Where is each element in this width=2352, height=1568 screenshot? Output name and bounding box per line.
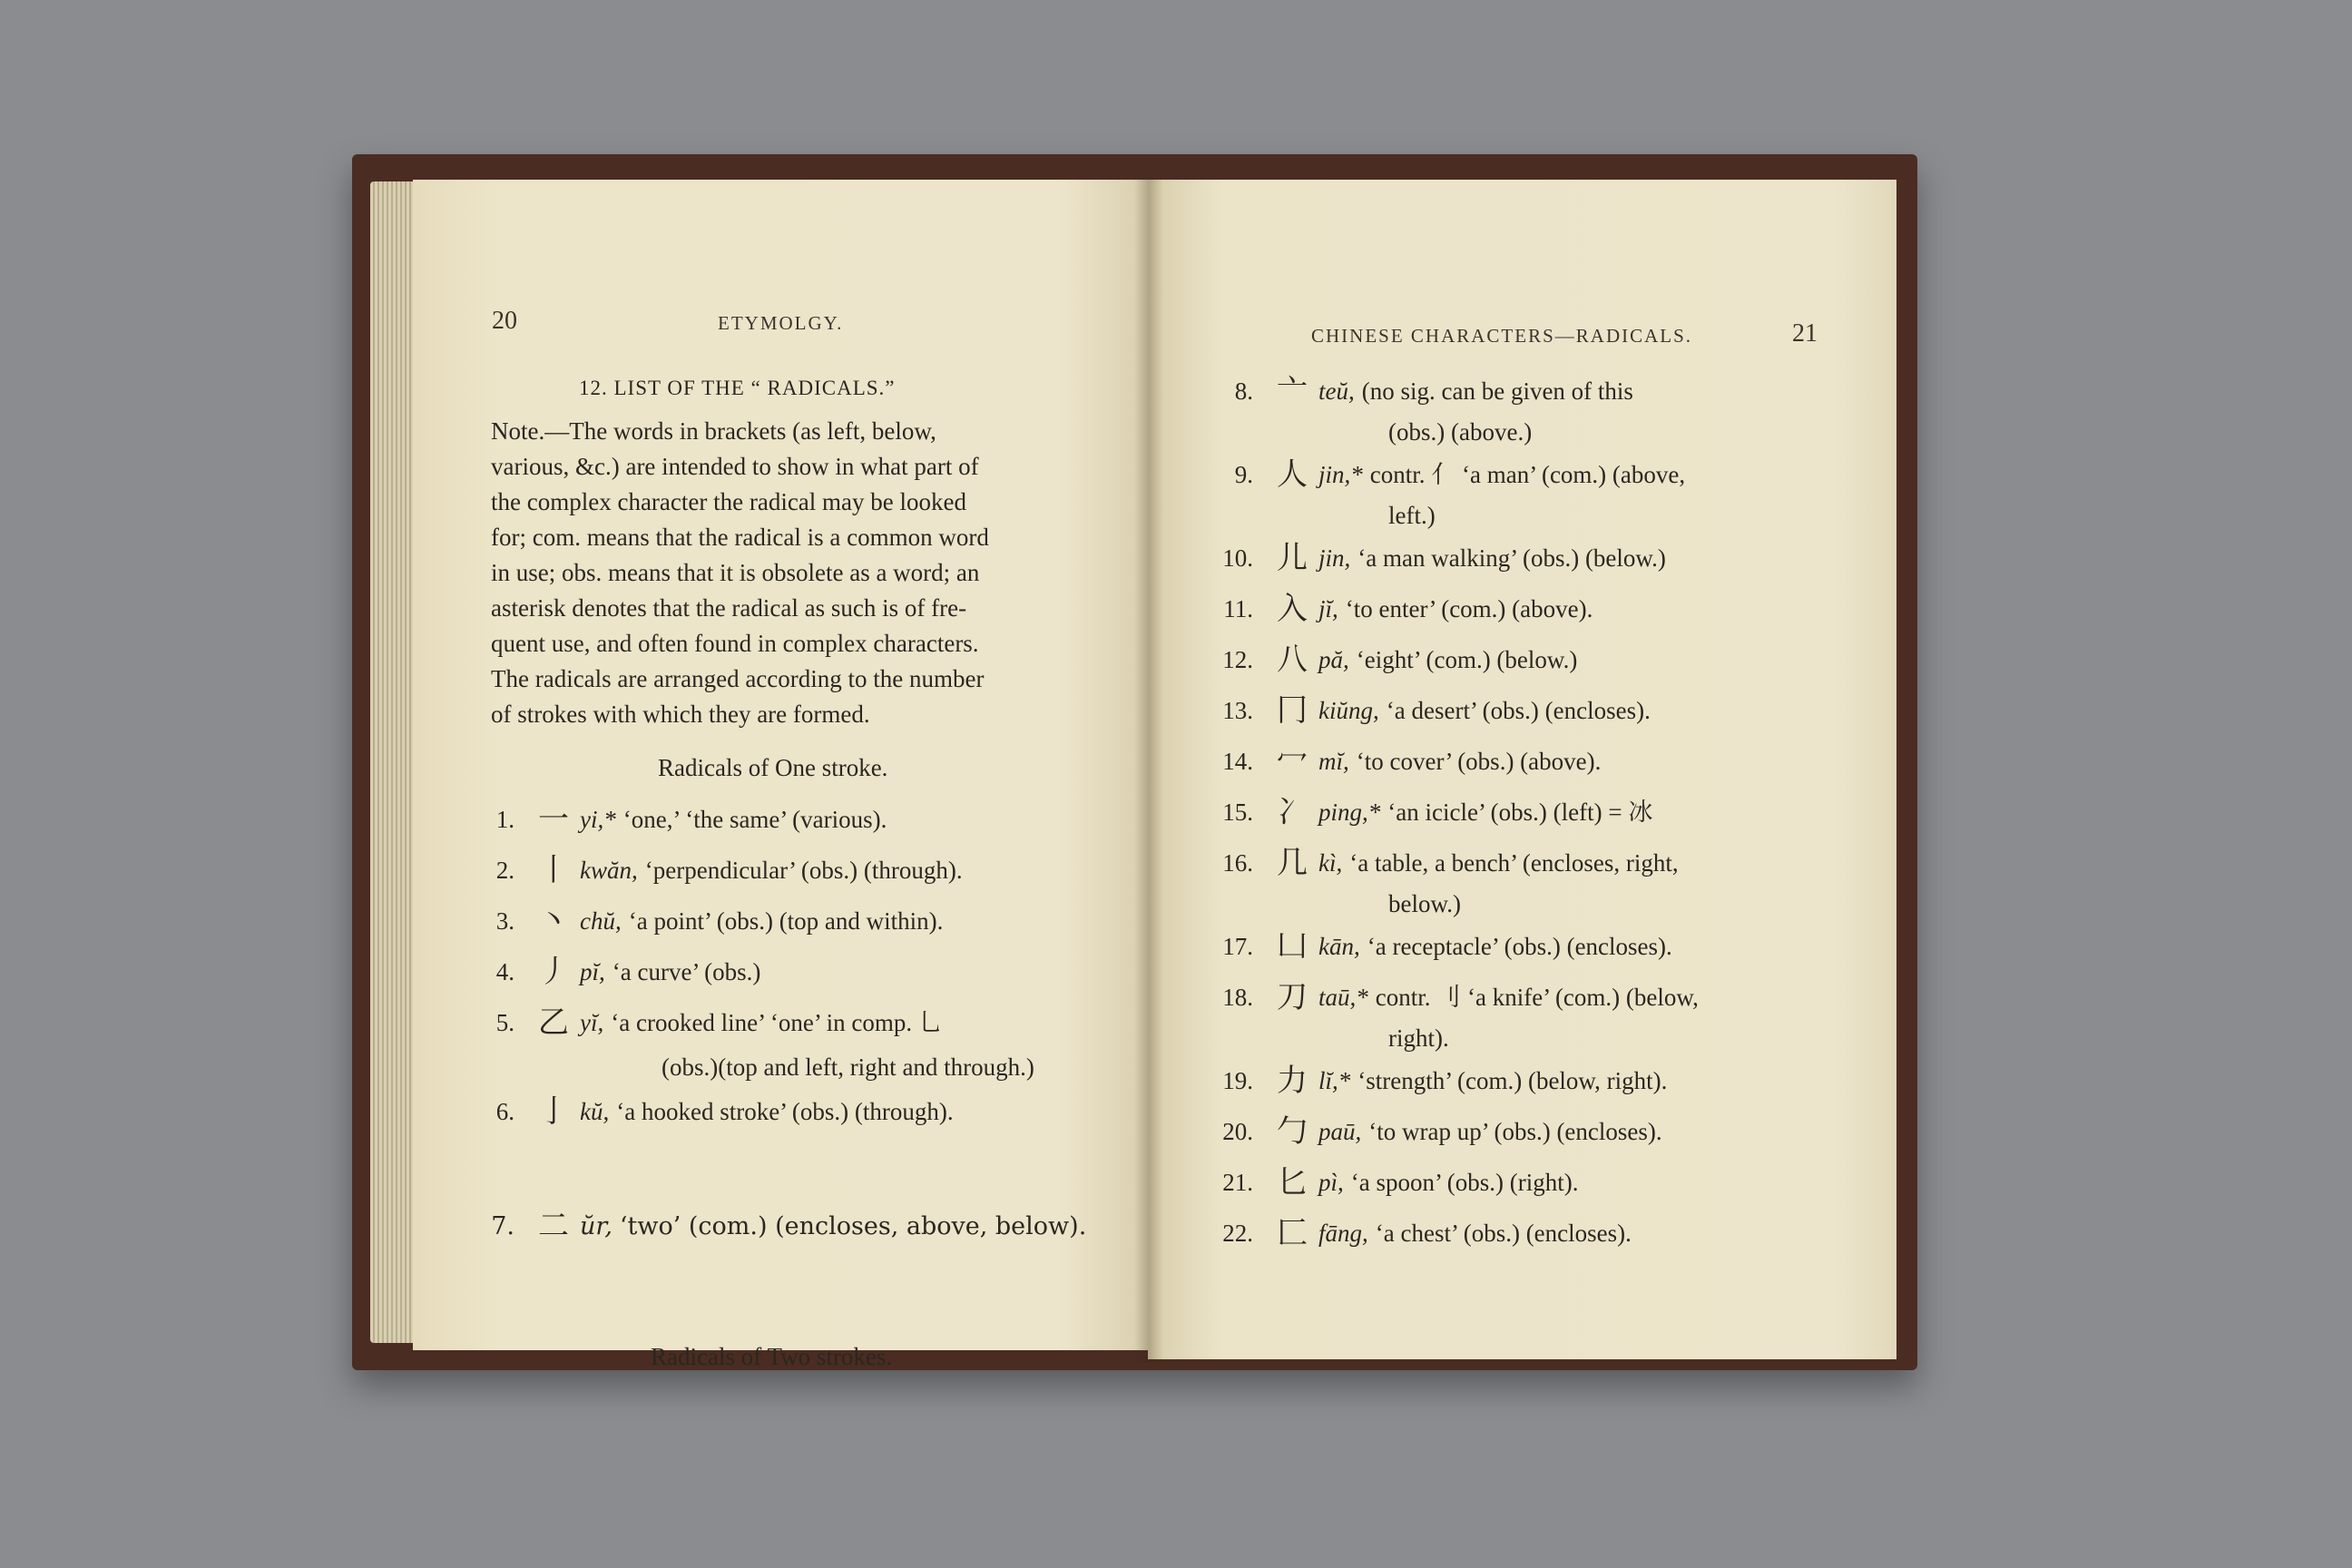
- radical-entry: [1202, 740, 1601, 782]
- entry-description: ‘a chest’ (obs.) (encloses).: [1375, 1220, 1632, 1247]
- book-gutter: [1134, 178, 1163, 1363]
- section-heading: 12. LIST OF THE “ RADICALS.”: [579, 377, 896, 399]
- note-line: the complex character the radical may be looked: [491, 488, 966, 515]
- radical-entry: [464, 951, 760, 993]
- running-head-right: CHINESE CHARACTERS—RADICALS.: [1311, 325, 1693, 347]
- entry-description: ‘strength’ (com.) (below, right).: [1357, 1067, 1668, 1094]
- radical-entry: [1202, 791, 1652, 833]
- radical-entry: [464, 1002, 943, 1044]
- radical-glyph: 冖: [1277, 743, 1308, 779]
- radical-glyph: 乙: [538, 1004, 569, 1041]
- entry-number: 21.: [1222, 1169, 1253, 1196]
- entry-continuation: below.): [1388, 890, 1461, 917]
- entry-description: (no sig. can be given of this: [1361, 377, 1633, 405]
- radical-entry: [1202, 842, 1679, 884]
- entry-description: ‘a desert’ (obs.) (encloses).: [1386, 697, 1651, 724]
- romanization: kwăn,: [580, 857, 638, 884]
- note-paragraph: [491, 414, 1081, 732]
- radical-entry: [1202, 454, 1685, 495]
- radical-entry: [1202, 976, 1699, 1018]
- entry-number: 5.: [495, 1009, 514, 1036]
- entry-number: 4.: [495, 958, 514, 985]
- entry-number: 10.: [1222, 544, 1253, 572]
- entry-number: 2.: [495, 857, 514, 884]
- radical-glyph: 八: [1277, 642, 1308, 678]
- radical-glyph: 几: [1277, 845, 1308, 881]
- entry-number: 22.: [1222, 1220, 1253, 1247]
- romanization: pă,: [1318, 646, 1349, 673]
- radical-entry: [1202, 1212, 1632, 1254]
- radical-glyph: 凵: [1277, 928, 1308, 965]
- romanization: jin,: [1318, 544, 1351, 572]
- radical-entry: [1202, 1111, 1662, 1152]
- entry-number: 14.: [1222, 748, 1253, 775]
- romanization: pĭ,: [580, 958, 605, 985]
- radical-glyph: 勹: [1277, 1113, 1308, 1150]
- radical-glyph: 丿: [538, 954, 569, 990]
- note-line: for; com. means that the radical is a common word: [491, 524, 989, 551]
- entry-number: 15.: [1222, 799, 1253, 826]
- entry-continuation: right).: [1388, 1024, 1449, 1052]
- entry-description: ‘a man walking’ (obs.) (below.): [1357, 544, 1666, 572]
- entry-number: 3.: [495, 907, 514, 935]
- romanization: mĭ,: [1318, 748, 1349, 775]
- radical-entry: [1202, 1161, 1578, 1203]
- note-line: quent use, and often found in complex characters.: [491, 630, 979, 657]
- radical-entry: [1202, 926, 1672, 967]
- entry-continuation: left.): [1388, 502, 1436, 529]
- radical-entry: [464, 1205, 1086, 1248]
- radical-glyph: 入: [1277, 591, 1308, 627]
- entry-description: ‘to wrap up’ (obs.) (encloses).: [1368, 1118, 1662, 1145]
- romanization: yĭ,: [580, 1009, 604, 1036]
- entry-number: 18.: [1222, 984, 1253, 1011]
- entry-description: ‘a curve’ (obs.): [612, 958, 761, 985]
- radical-glyph: 匕: [1277, 1164, 1308, 1200]
- entry-description: ‘a point’ (obs.) (top and within).: [628, 907, 944, 935]
- subheading-one-stroke: Radicals of One stroke.: [658, 754, 888, 781]
- romanization: lĭ,*: [1318, 1067, 1351, 1094]
- romanization: pì,: [1318, 1169, 1344, 1196]
- entry-number: 7.: [491, 1212, 514, 1240]
- note-line: various, &c.) are intended to show in what part of: [491, 453, 979, 480]
- entry-number: 13.: [1222, 697, 1253, 724]
- radical-entry: [1202, 370, 1633, 412]
- romanization: teŭ,: [1318, 377, 1355, 405]
- entry-description: ‘eight’ (com.) (below.): [1356, 646, 1578, 673]
- romanization: kì,: [1318, 849, 1343, 877]
- entry-number: 19.: [1222, 1067, 1253, 1094]
- radical-glyph: 丨: [538, 852, 569, 888]
- running-head-left: ETYMOLGY.: [718, 312, 844, 334]
- romanization: kān,: [1318, 933, 1360, 960]
- romanization: kŭ,: [580, 1098, 610, 1125]
- entry-number: 9.: [1234, 461, 1253, 488]
- radical-entry: [1202, 537, 1666, 579]
- entry-description: ‘a crooked line’ ‘one’ in comp. ⺃: [611, 1009, 943, 1036]
- right-page: [1148, 180, 1896, 1359]
- entry-number: 17.: [1222, 933, 1253, 960]
- radical-entry: [1202, 690, 1651, 731]
- entry-number: 6.: [495, 1098, 514, 1125]
- entry-number: 12.: [1222, 646, 1253, 673]
- romanization: ŭr,: [580, 1212, 612, 1240]
- radical-glyph: 亠: [1277, 373, 1308, 409]
- entry-description: ‘one,’ ‘the same’ (various).: [622, 806, 887, 833]
- romanization: jin,*: [1318, 461, 1363, 488]
- entry-description: ‘two’ (com.) (encloses, above, below).: [619, 1212, 1087, 1240]
- radical-entry: [464, 849, 963, 891]
- entry-number: 8.: [1234, 377, 1253, 405]
- entry-description: ‘to cover’ (obs.) (above).: [1356, 748, 1602, 775]
- entry-description: ‘an icicle’ (obs.) (left) = 冰: [1387, 799, 1653, 826]
- romanization: jĭ,: [1318, 595, 1338, 622]
- page-number-left: 20: [492, 307, 517, 335]
- entry-description: ‘a spoon’ (obs.) (right).: [1350, 1169, 1579, 1196]
- entry-continuation: (obs.)(top and left, right and through.): [662, 1054, 1034, 1081]
- radical-glyph: 冂: [1277, 692, 1308, 729]
- radical-glyph: 一: [538, 801, 569, 838]
- note-line: Note.—The words in brackets (as left, below,: [491, 417, 936, 445]
- entry-description: contr. 亻 ‘a man’ (com.) (above,: [1369, 461, 1686, 488]
- entry-description: ‘a receptacle’ (obs.) (encloses).: [1367, 933, 1672, 960]
- entry-number: 11.: [1223, 595, 1253, 622]
- note-line: of strokes with which they are formed.: [491, 701, 870, 728]
- note-line: in use; obs. means that it is obsolete as a word; an: [491, 559, 980, 586]
- radical-entry: [1202, 588, 1592, 630]
- romanization: paū,: [1318, 1118, 1362, 1145]
- romanization: fāng,: [1318, 1220, 1368, 1247]
- note-line: The radicals are arranged according to the number: [491, 665, 985, 692]
- entry-continuation: (obs.) (above.): [1388, 418, 1533, 446]
- radical-entry: [464, 1091, 954, 1132]
- left-page: [413, 180, 1148, 1370]
- note-line: asterisk denotes that the radical as such is of fre-: [491, 594, 967, 622]
- radical-glyph: 二: [538, 1208, 569, 1244]
- romanization: ping,*: [1318, 799, 1381, 826]
- entry-description: ‘a hooked stroke’ (obs.) (through).: [616, 1098, 954, 1125]
- radical-entry: [464, 799, 887, 840]
- radical-entry: [464, 900, 943, 942]
- radical-glyph: 人: [1277, 456, 1308, 493]
- entry-number: 16.: [1222, 849, 1253, 877]
- romanization: chŭ,: [580, 907, 622, 935]
- entry-description: contr. 刂 ‘a knife’ (com.) (below,: [1375, 984, 1699, 1011]
- radical-glyph: 丶: [538, 903, 569, 939]
- romanization: yi,*: [580, 806, 616, 833]
- radical-glyph: 亅: [538, 1093, 569, 1130]
- entry-description: ‘perpendicular’ (obs.) (through).: [644, 857, 963, 884]
- romanization: kiŭng,: [1318, 697, 1379, 724]
- romanization: taū,*: [1318, 984, 1368, 1011]
- entry-number: 1.: [495, 806, 514, 833]
- radical-glyph: 力: [1277, 1063, 1308, 1099]
- radical-glyph: 冫: [1277, 794, 1308, 830]
- page-number-right: 21: [1792, 319, 1818, 348]
- radical-glyph: 儿: [1277, 540, 1308, 576]
- radical-glyph: 匚: [1277, 1215, 1308, 1251]
- radical-glyph: 刀: [1277, 979, 1308, 1015]
- radical-entry: [1202, 1060, 1667, 1102]
- radical-entry: [1202, 639, 1577, 681]
- entry-description: ‘a table, a bench’ (encloses, right,: [1349, 849, 1679, 877]
- entry-description: ‘to enter’ (com.) (above).: [1345, 595, 1593, 622]
- entry-number: 20.: [1222, 1118, 1253, 1145]
- subheading-two-strokes: Radicals of Two strokes.: [651, 1343, 893, 1370]
